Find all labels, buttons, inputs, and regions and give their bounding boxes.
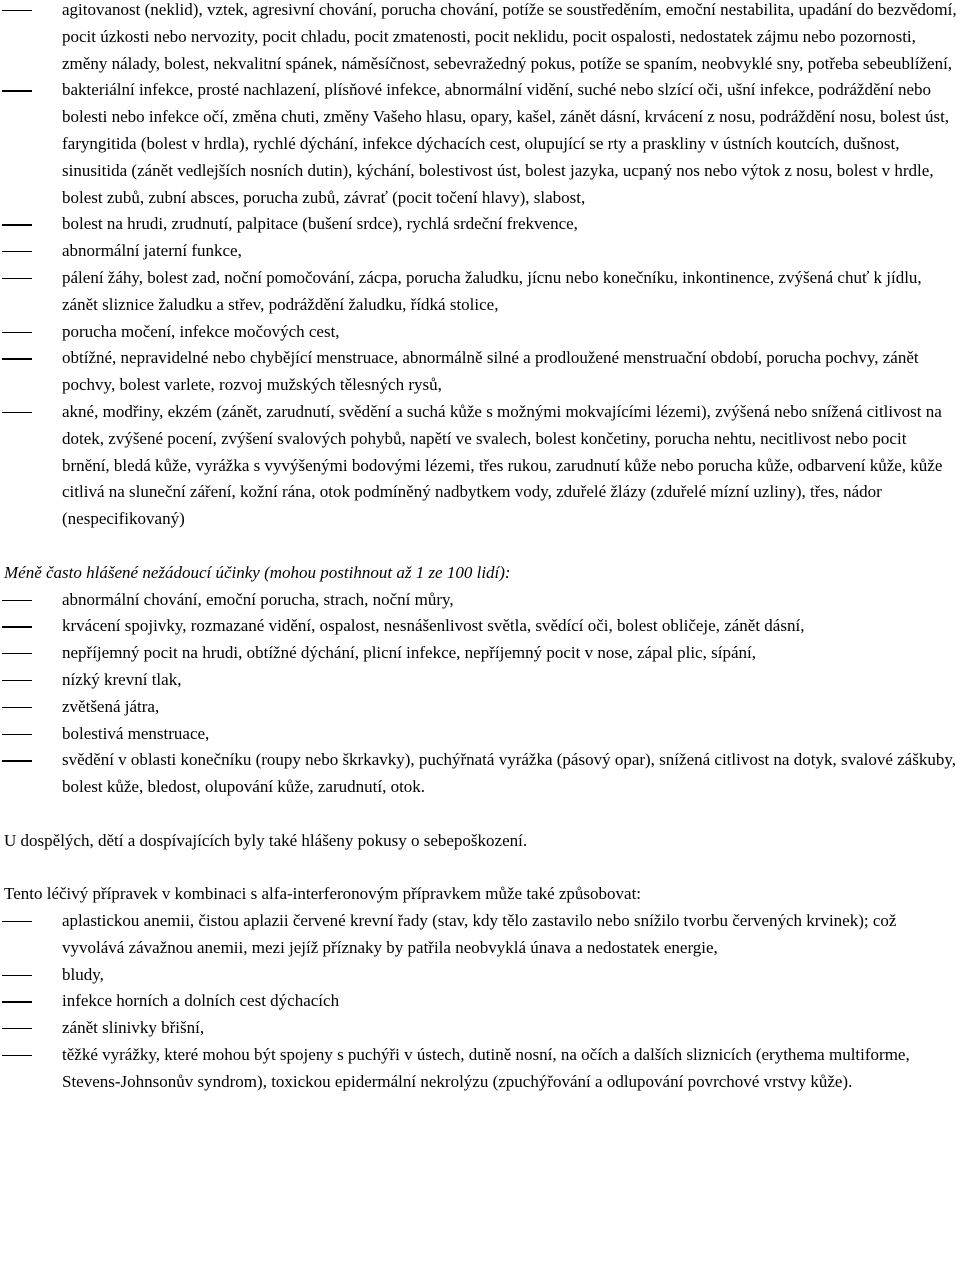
list-item-text: bludy, [62, 964, 104, 984]
list-item-text: pálení žáhy, bolest zad, noční pomočování, zácpa, porucha žaludku, jícnu nebo konečníku, inkontinence, zvýšená chuť k jídlu, zánět sliznice žaludku a střev, podráždění žaludku, řídká stolice, [62, 267, 922, 314]
self-harm-paragraph: U dospělých, dětí a dospívajících byly také hlášeny pokusy o sebepoškození. [4, 830, 528, 850]
list-item-text: krvácení spojivky, rozmazané vidění, ospalost, nesnášenlivost světla, svědící oči, bolest obličeje, zánět dásní, [62, 616, 805, 636]
list-item-text: aplastickou anemii, čistou aplazii červené krevní řady (stav, kdy tělo zastavilo nebo snížilo tvorbu červených krvinek); což vyvolává závažnou anemii, mezi jejíž příznaky by patřila neobvyklá únava a nedostatek energie, [62, 911, 897, 957]
list-item-text: abnormální jaterní funkce, [62, 241, 242, 261]
spacer [0, 855, 960, 882]
list-item-text: bolestivá menstruace, [62, 723, 210, 743]
list-item-text: těžké vyrážky, které mohou být spojeny s puchýři v ústech, dutině nosní, na očích a dalších sliznicích (erythema multiforme, Stevens-Johnsonův syndrom), toxickou epidermální nekrolýzu (zpuchýřování a odlupování povrchové vrstvy kůže). [62, 1045, 910, 1091]
list-item-text: zánět slinivky břišní, [62, 1018, 205, 1038]
list-item [0, 988, 960, 1015]
list-item-text: porucha močení, infekce močových cest, [62, 321, 340, 341]
list-item [0, 1015, 960, 1042]
list-item [0, 908, 960, 962]
list-item-text: bakteriální infekce, prosté nachlazení, plísňové infekce, abnormální vidění, suché nebo slzící oči, ušní infekce, podráždění nebo bolesti nebo infekce očí, změna chuti, změny Vašeho hlasu, opary, kašel, zánět dásní, krvácení z nosu, podráždění nosu, bolest úst, faryngitida (bolest v hrdla), rychlé dýchání, infekce dýchacích cest, olupující se rty a praskliny v ústních koutcích, dušnost, sinusitida (zánět vedlejších nosních dutin), kýchání, bolestivost úst, bolest jazyka, ucpaný nos nebo výtok z nosu, bolest v hrdle, bolest zubů, zubní absces, porucha zubů, závrať (pocit točení hlavy), slabost, [62, 80, 950, 207]
list-item [0, 211, 960, 238]
section-heading-uncommon: Méně často hlášené nežádoucí účinky (mohou postihnout až 1 ze 100 lidí): [4, 562, 511, 582]
list-item [0, 345, 960, 399]
list-item [0, 694, 960, 721]
list-item-text: zvětšená játra, [62, 696, 160, 716]
combination-intro: Tento léčivý přípravek v kombinaci s alfa-interferonovým přípravkem může také způsobovat: [4, 884, 642, 904]
list-item [0, 0, 960, 77]
list-item [0, 962, 960, 989]
list-item [0, 265, 960, 319]
list-item-text: akné, modřiny, ekzém (zánět, zarudnutí, svědění a suchá kůže s možnými mokvajícími lézemi), zvýšená nebo snížená citlivost na dotek, zvýšené pocení, zvýšení svalových pohybů, napětí ve svalech, bolest končetiny, porucha nehtu, necitlivost nebo pocit brnění, bledá kůže, vyrážka s vyvýšenými bodovými lézemi, třes rukou, zarudnutí kůže nebo porucha kůže, odbarvení kůže, kůže citlivá na sluneční záření, kožní rána, otok podmíněný nadbytkem vody, zduřelé žlázy (zduřelé mízní uzliny), třes, nádor (nespecifikovaný) [62, 401, 943, 529]
list-item-text: infekce horních a dolních cest dýchacích [62, 991, 340, 1011]
spacer [0, 533, 960, 560]
list-item-text: obtížné, nepravidelné nebo chybějící menstruace, abnormálně silné a prodloužené menstruační období, porucha pochvy, zánět pochvy, bolest varlete, rozvoj mužských tělesných rysů, [62, 348, 919, 395]
list-item [0, 238, 960, 265]
side-effects-list-uncommon [0, 587, 960, 801]
list-item [0, 640, 960, 667]
list-item [0, 667, 960, 694]
list-item [0, 1042, 960, 1096]
list-item-text: nepříjemný pocit na hrudi, obtížné dýchání, plicní infekce, nepříjemný pocit v nose, zápal plic, sípání, [62, 643, 756, 663]
list-item-text: svědění v oblasti konečníku (roupy nebo škrkavky), puchýřnatá vyrážka (pásový opar), snížená citlivost na dotyk, svalové záškuby, bolest kůže, bledost, olupování kůže, zarudnutí, otok. [62, 750, 956, 797]
side-effects-list-combination [0, 908, 960, 1096]
list-item [0, 319, 960, 346]
spacer [0, 801, 960, 828]
list-item [0, 587, 960, 614]
list-item [0, 399, 960, 533]
list-item [0, 77, 960, 211]
side-effects-list-common [0, 0, 960, 533]
list-item-text: abnormální chování, emoční porucha, strach, noční můry, [62, 589, 454, 609]
list-item [0, 613, 960, 640]
list-item [0, 721, 960, 748]
list-item-text: agitovanost (neklid), vztek, agresivní chování, porucha chování, potíže se soustředěním, emoční nestabilita, upadání do bezvědomí, pocit úzkosti nebo nervozity, pocit chladu, pocit zmatenosti, pocit neklidu, pocit ospalosti, nedostatek zájmu nebo pozornosti, změny nálady, bolest, nekvalitní spánek, náměsíčnost, sebevražedný pokus, potíže se spaním, neobvyklé sny, potřeba sebeublížení, [62, 0, 957, 73]
list-item-text: bolest na hrudi, zrudnutí, palpitace (bušení srdce), rychlá srdeční frekvence, [62, 214, 578, 234]
list-item [0, 747, 960, 801]
list-item-text: nízký krevní tlak, [62, 669, 182, 689]
